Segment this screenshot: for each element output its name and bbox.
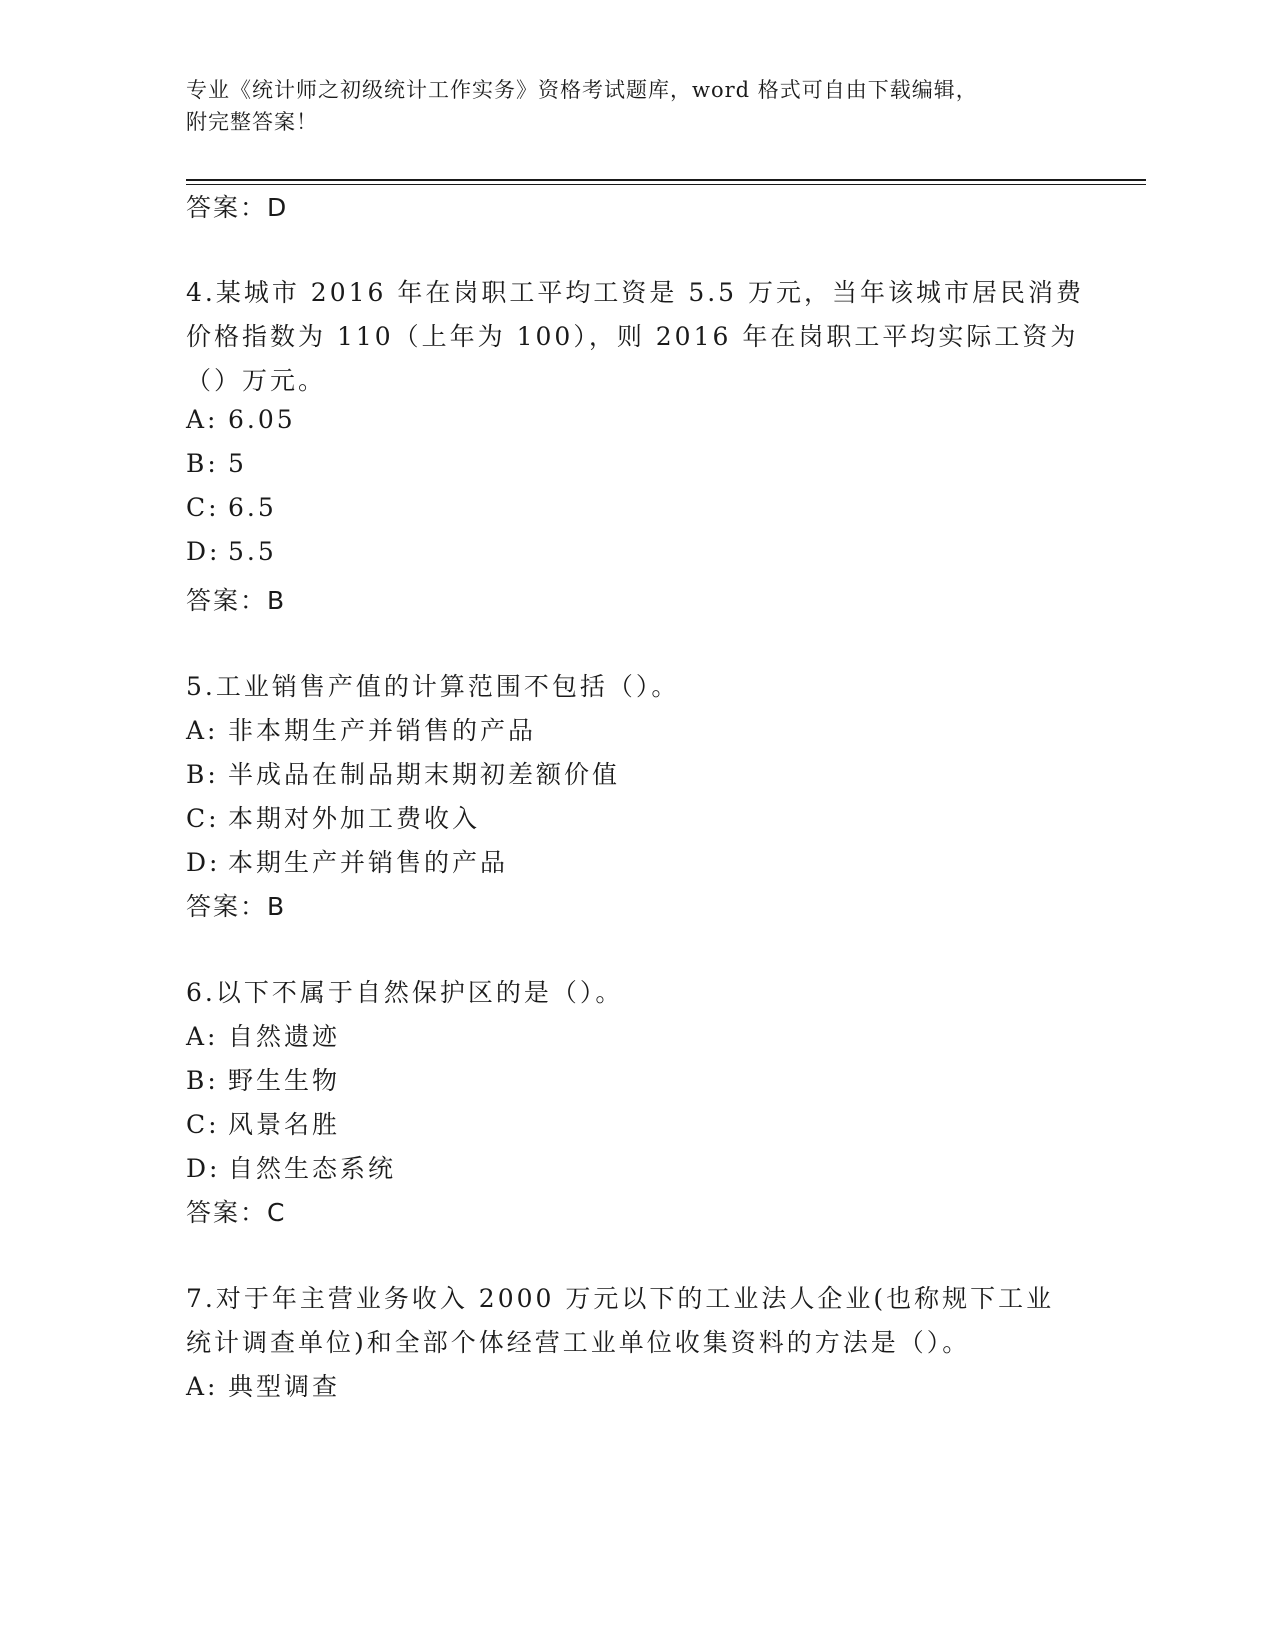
answer-q4: 答案：B bbox=[186, 586, 287, 615]
q5-option-b bbox=[186, 755, 620, 791]
option-text: 半成品在制品期末期初差额价值 bbox=[228, 760, 621, 789]
option-letter: A: bbox=[186, 405, 219, 434]
answer-q6: 答案：C bbox=[186, 1198, 287, 1227]
option-letter: C: bbox=[186, 804, 220, 833]
option-letter: A: bbox=[186, 1022, 219, 1051]
option-letter: D: bbox=[186, 537, 221, 566]
option-letter: D: bbox=[186, 1154, 221, 1183]
option-letter: A: bbox=[186, 1372, 219, 1401]
q5-option-d bbox=[186, 843, 508, 879]
option-text: 5.5 bbox=[228, 537, 277, 566]
option-text: 野生生物 bbox=[228, 1066, 341, 1095]
q5-text-line-1: 5.工业销售产值的计算范围不包括（）。 bbox=[186, 672, 680, 701]
q4-option-d bbox=[186, 537, 277, 566]
option-letter: A: bbox=[186, 716, 219, 745]
q7-option-a bbox=[186, 1367, 340, 1403]
option-letter: C: bbox=[186, 1110, 220, 1139]
option-text: 典型调查 bbox=[228, 1372, 341, 1401]
option-letter: B: bbox=[186, 449, 219, 478]
option-text: 本期生产并销售的产品 bbox=[228, 848, 509, 877]
option-letter: D: bbox=[186, 848, 221, 877]
option-text: 自然生态系统 bbox=[228, 1154, 397, 1183]
answer-q3: 答案：D bbox=[186, 193, 289, 222]
header-line-2: 附完整答案！ bbox=[186, 110, 318, 134]
option-text: 自然遗迹 bbox=[228, 1022, 341, 1051]
q6-option-b bbox=[186, 1061, 340, 1097]
option-text: 6.5 bbox=[228, 493, 277, 522]
option-text: 非本期生产并销售的产品 bbox=[228, 716, 537, 745]
q4-option-a bbox=[186, 405, 296, 434]
q4-text-line-1: 4.某城市 2016 年在岗职工平均工资是 5.5 万元，当年该城市居民消费 bbox=[186, 278, 1085, 307]
header-rule-thick bbox=[186, 179, 1146, 181]
header-rule-thin bbox=[186, 184, 1146, 185]
header-line-1: 专业《统计师之初级统计工作实务》资格考试题库，word 格式可自由下载编辑， bbox=[186, 78, 978, 102]
q4-option-c bbox=[186, 493, 277, 522]
option-text: 6.05 bbox=[228, 405, 296, 434]
page-header bbox=[186, 74, 1066, 138]
q5-option-a bbox=[186, 711, 536, 747]
answer-q5: 答案：B bbox=[186, 892, 287, 921]
q6-option-a bbox=[186, 1017, 340, 1053]
q4-text-line-2: 价格指数为 110（上年为 100），则 2016 年在岗职工平均实际工资为 bbox=[186, 322, 1079, 351]
q6-option-d bbox=[186, 1149, 396, 1185]
q5-option-c bbox=[186, 799, 480, 835]
option-letter: C: bbox=[186, 493, 220, 522]
option-text: 风景名胜 bbox=[228, 1110, 341, 1139]
option-text: 本期对外加工费收入 bbox=[228, 804, 481, 833]
q6-option-c bbox=[186, 1105, 340, 1141]
q7-text-line-1: 7.对于年主营业务收入 2000 万元以下的工业法人企业(也称规下工业 bbox=[186, 1284, 1055, 1313]
option-letter: B: bbox=[186, 1066, 219, 1095]
q4-option-b bbox=[186, 449, 247, 478]
q7-text-line-2: 统计调查单位)和全部个体经营工业单位收集资料的方法是（）。 bbox=[186, 1328, 971, 1357]
option-text: 5 bbox=[228, 449, 247, 478]
option-letter: B: bbox=[186, 760, 219, 789]
q6-text-line-1: 6.以下不属于自然保护区的是（）。 bbox=[186, 978, 624, 1007]
q4-text-line-3: （）万元。 bbox=[186, 366, 327, 395]
